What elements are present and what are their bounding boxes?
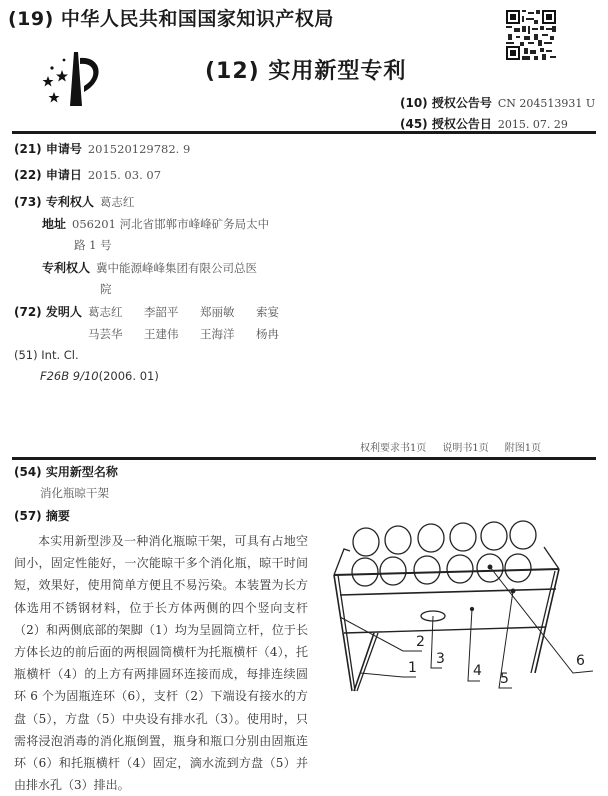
application-number-value: 201520129782. 9 xyxy=(87,142,191,156)
inventors-list-row2 xyxy=(88,326,318,342)
drawings-page-count: 附图1页 xyxy=(504,443,542,454)
cnipa-logo-icon xyxy=(40,46,110,108)
drawing-label-1: 1 xyxy=(408,660,417,676)
qr-code-icon xyxy=(506,10,556,60)
address-value-line2: 路 1 号 xyxy=(74,238,112,252)
utility-model-name-label: (54) 实用新型名称 xyxy=(14,465,118,479)
publication-number-label: (10) 授权公告号 xyxy=(400,96,492,110)
inventor-name: 王建伟 xyxy=(144,327,179,341)
section-divider xyxy=(12,457,596,460)
description-page-count: 说明书1页 xyxy=(442,443,489,454)
publication-date-row xyxy=(400,115,568,132)
filing-date-label: (22) 申请日 xyxy=(14,168,82,182)
drawing-label-2: 2 xyxy=(416,634,425,650)
abstract-text: 本实用新型涉及一种消化瓶晾干架，可具有占地空间小，固定性能好，一次能晾干多个消化瓶，晾干时间短，效果好，使用简单方便且不易污染。本装置为长方体选用不锈钢材料，位于长方体两侧的四个竖向支杆（2）和两侧底部的架脚（1）均为呈圆筒立杆，位于长方体长边的前后面的两根圆筒横杆为托瓶横杆（4），托瓶横杆（4）的上方有两排圆环连接而成，每排连续圆环 6 个为固瓶连环（6），支杆（2）下端设有接水的方盘（5），方盘（5）中央设有排水孔（3）。使用时，只需将浸泡消毒的消化瓶倒置，瓶身和瓶口分别由固瓶连环（6）和托瓶横杆（4）固定，滴水流到方盘（5）并由排水孔（3）排出。 xyxy=(14,534,308,793)
patentee-label: (73) 专利权人 xyxy=(14,195,94,209)
ipc-classification xyxy=(40,369,159,383)
publication-date-value: 2015. 07. 29 xyxy=(497,118,568,131)
inventors-list xyxy=(88,304,318,320)
utility-model-title: 消化瓶晾干架 xyxy=(40,486,109,500)
publication-date-label: (45) 授权公告日 xyxy=(400,117,492,131)
ipc-version: (2006. 01) xyxy=(98,369,159,383)
ipc-code: F26B 9/10 xyxy=(40,369,99,383)
drawing-label-5: 5 xyxy=(500,671,509,687)
inventor-name: 王海洋 xyxy=(200,327,235,341)
claims-page-count: 权利要求书1页 xyxy=(360,443,427,454)
inventor-name: 索宴 xyxy=(256,305,279,319)
header-divider xyxy=(12,131,596,134)
application-number-label: (21) 申请号 xyxy=(14,142,82,156)
patentee2-value-line2: 院 xyxy=(100,282,112,296)
inventors-label: (72) 发明人 xyxy=(14,305,82,319)
publication-number-value: CN 204513931 U xyxy=(497,97,596,110)
bottle-drying-rack-drawing xyxy=(330,505,600,695)
inventor-name: 郑丽敏 xyxy=(200,305,235,319)
filing-date-row xyxy=(14,166,161,183)
patentee-row xyxy=(14,193,134,210)
address-label: 地址 xyxy=(42,217,67,231)
address-row xyxy=(42,215,269,232)
filing-date-value: 2015. 03. 07 xyxy=(87,168,162,182)
ipc-label: (51) Int. Cl. xyxy=(14,348,79,362)
top-row-rings xyxy=(353,521,536,556)
inventor-name: 李韶平 xyxy=(144,305,179,319)
document-type-title: (12) 实用新型专利 xyxy=(205,59,407,84)
patentee2-row xyxy=(42,259,257,276)
drawing-label-6: 6 xyxy=(576,653,585,669)
patentee2-label: 专利权人 xyxy=(42,261,91,275)
inventor-name: 马芸华 xyxy=(88,327,123,341)
drawing-label-3: 3 xyxy=(436,651,445,667)
address-value-line1: 056201 河北省邯郸市峰峰矿务局太中 xyxy=(72,217,270,231)
publication-number-row xyxy=(400,94,595,111)
page-counts xyxy=(360,439,557,454)
inventor-name: 葛志红 xyxy=(88,305,123,319)
inventor-name: 杨冉 xyxy=(256,327,279,341)
application-number-row xyxy=(14,140,190,157)
patentee2-value-line1: 冀中能源峰峰集团有限公司总医 xyxy=(96,261,258,275)
patentee-value: 葛志红 xyxy=(99,195,135,209)
drawing-label-4: 4 xyxy=(473,663,482,679)
abstract-label: (57) 摘要 xyxy=(14,509,70,523)
issuing-office: (19) 中华人民共和国国家知识产权局 xyxy=(8,8,334,30)
